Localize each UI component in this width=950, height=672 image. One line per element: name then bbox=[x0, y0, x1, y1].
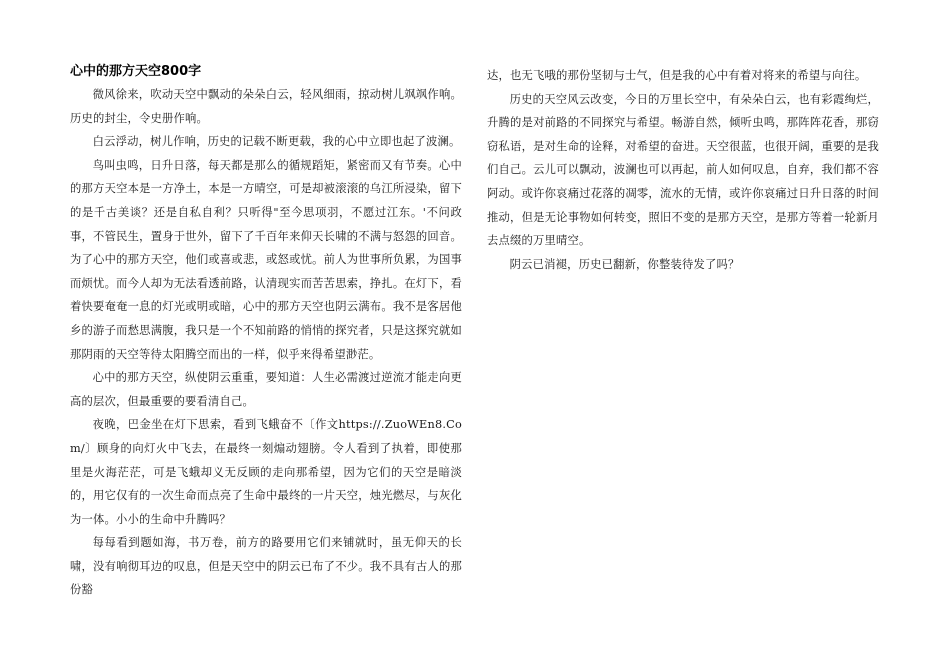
left-column bbox=[70, 62, 462, 602]
paragraph: 鸟叫虫鸣，日升日落，每天都是那么的循规蹈矩，紧密而又有节奏。心中的那方天空本是一方净土，本是一方晴空，可是却被滚滚的乌江所浸染，留下的是千古美谈？还是自私自利？只听得"至今思项羽，不愿过江东。'不问政事，不管民生，置身于世外，留下了千百年来仰天长啸的不满与怒怨的回音。为了心中的那方天空，他们或喜或悲，或怒或忧。前人为世事所负累，为国事而烦忧。而今人却为无法看透前路，认清现实而苦苦思索，挣扎。在灯下，看着快要奄奄一息的灯光或明或暗，心中的那方天空也阴云满布。我不是客居他乡的游子而愁思满腹，我只是一个不知前路的悄悄的探究者，只是这探究就如那阴雨的天空等待太阳腾空而出的一样，似乎来得希望渺茫。 bbox=[70, 158, 462, 361]
paragraph: 夜晚，巴金坐在灯下思索，看到飞蛾奋不〔作文https://.ZuoWEn8.Com/〕顾身的向灯火中飞去，在最终一刻煽动翅膀。令人看到了执着，即使那里是火海茫茫，可是飞蛾却义无反顾的走向那希望，因为它们的天空是暗淡的，用它仅有的一次生命而点亮了生命中最终的一片天空，烛光燃尽，与灰化为一体。小小的生命中升腾吗？ bbox=[70, 418, 462, 526]
paragraph: 心中的那方天空，纵使阴云重重，要知道：人生必需渡过逆流才能走向更高的层次，但最重要的要看清自己。 bbox=[70, 371, 462, 408]
right-column bbox=[487, 64, 879, 276]
paragraph: 每每看到题如海，书万卷，前方的路要用它们来铺就时，虽无仰天的长啸，没有响彻耳边的叹息，但是天空中的阴云已布了不少。我不具有古人的那份豁 bbox=[70, 536, 462, 597]
document-title: 心中的那方天空800字 bbox=[70, 64, 202, 79]
paragraph-continuation: 达，也无飞哦的那份坚韧与士气，但是我的心中有着对将来的希望与向往。 bbox=[487, 69, 867, 82]
paragraph: 白云浮动，树儿作响，历史的记载不断更载，我的心中立即也起了波澜。 bbox=[92, 135, 461, 149]
paragraph: 历史的天空风云改变，今日的万里长空中，有朵朵白云，也有彩霞绚烂，升腾的是对前路的不同探究与希望。畅游自然，倾听虫鸣，那阵阵花香，那窃窃私语，是对生命的诠释，对希望的奋进。天空很蓝，也很开阔，重要的是我们自己。云儿可以飘动，波澜也可以再起，前人如何叹息，自弃，我们都不容阿动。或许你哀痛过花落的凋零，流水的无情，或许你哀痛过日升日落的时间推动，但是无论事物如何转变，照旧不变的是那方天空，是那方等着一轮新月去点缀的万里晴空。 bbox=[487, 92, 879, 248]
paragraph: 微风徐来，吹动天空中飘动的朵朵白云，轻风细雨，掠动树儿飒飒作响。历史的封尘，令史册作响。 bbox=[70, 88, 462, 125]
paragraph: 阴云已消褪，历史已翻新，你整装待发了吗？ bbox=[509, 257, 740, 271]
